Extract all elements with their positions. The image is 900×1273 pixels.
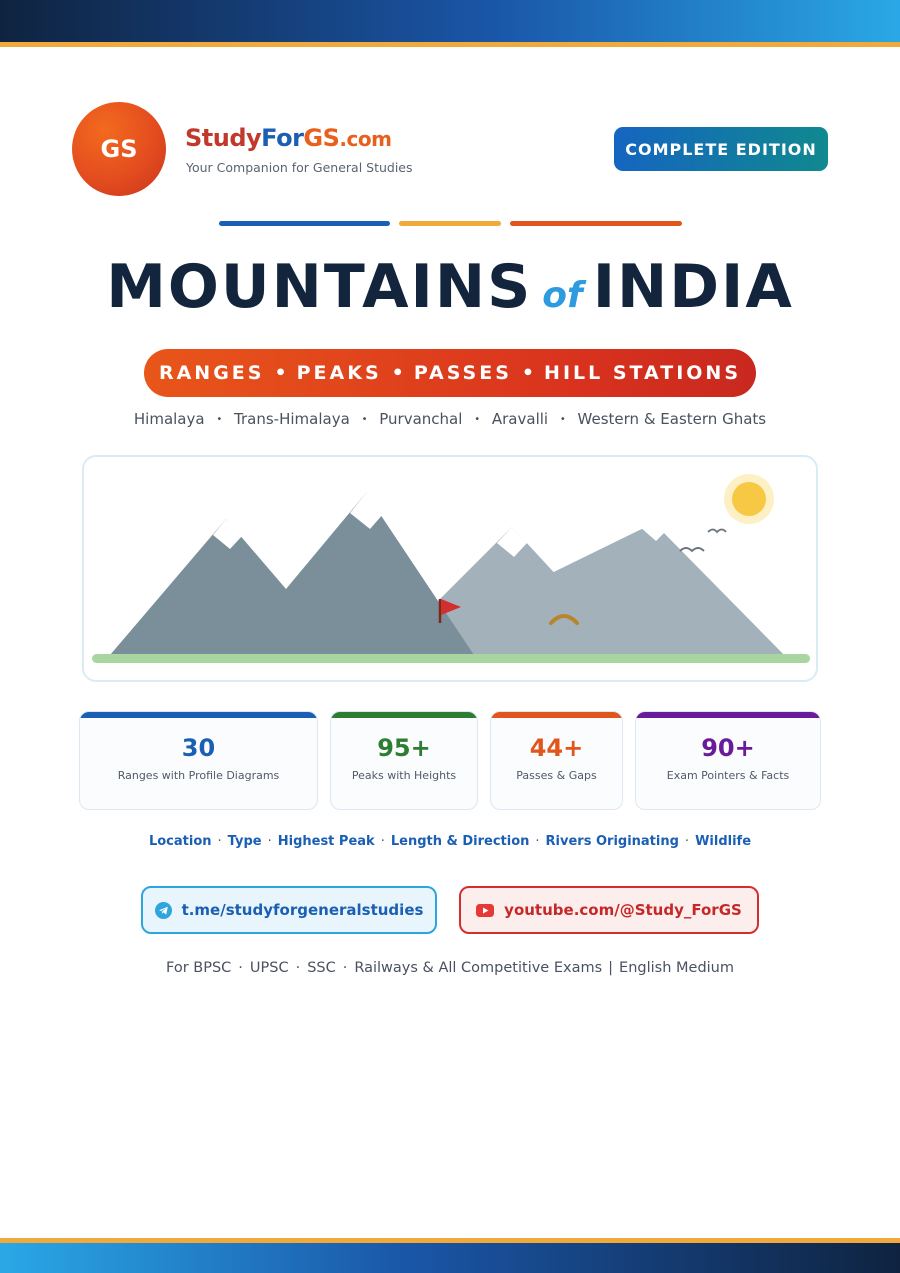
exam-item: UPSC	[249, 960, 289, 976]
stat-card-pointers	[635, 711, 821, 810]
youtube-link[interactable]	[459, 886, 759, 934]
brand-name-for: For	[261, 124, 304, 152]
bird-icon	[708, 530, 726, 533]
range-ghats: Western & Eastern Ghats	[577, 410, 767, 428]
medium-label: English Medium	[619, 960, 734, 976]
range-separator: •	[474, 414, 481, 425]
topic-passes: PASSES	[413, 362, 512, 384]
stat-card-passes	[490, 711, 623, 810]
exam-item: Railways & All Competitive Exams	[354, 960, 603, 976]
title-mountains: MOUNTAINS	[106, 252, 533, 322]
mountain-illustration	[82, 455, 818, 682]
ranges-list	[0, 410, 900, 428]
divider-gold	[399, 221, 501, 226]
stat-card-peaks	[330, 711, 478, 810]
feature-separator: ·	[217, 834, 222, 849]
brand-name-gs: GS	[303, 124, 340, 152]
range-separator: •	[361, 414, 368, 425]
divider-blue	[219, 221, 390, 226]
brand-name	[185, 124, 391, 152]
divider-orange	[510, 221, 682, 226]
exam-item: For BPSC	[166, 960, 232, 976]
page-title	[0, 252, 900, 322]
feature-item: Location	[148, 834, 212, 849]
title-of: of	[542, 275, 583, 316]
title-india: INDIA	[592, 252, 794, 322]
feature-item: Highest Peak	[277, 834, 375, 849]
stat-accent-bar	[636, 712, 820, 718]
range-himalaya: Himalaya	[133, 410, 205, 428]
stat-label: Ranges with Profile Diagrams	[117, 769, 280, 782]
top-gold-stripe	[0, 42, 900, 47]
ground-strip	[92, 654, 810, 663]
telegram-link-text[interactable]: t.me/studyforgeneralstudies	[181, 901, 424, 919]
topic-peaks: PEAKS	[296, 362, 382, 384]
bottom-footer-bar	[0, 1243, 900, 1273]
exam-separator: ·	[342, 960, 348, 976]
brand-tagline: Your Companion for General Studies	[186, 160, 413, 175]
topic-ranges: RANGES	[158, 362, 265, 384]
logo-initials: GS	[100, 135, 138, 163]
youtube-link-text[interactable]: youtube.com/@Study_ForGS	[504, 901, 742, 919]
stat-value: 90+	[701, 734, 755, 762]
range-aravalli: Aravalli	[491, 410, 549, 428]
exam-separator: ·	[295, 960, 301, 976]
topic-hill-stations: HILL STATIONS	[544, 362, 742, 384]
stat-label: Peaks with Heights	[351, 769, 457, 782]
bird-icon	[680, 548, 704, 551]
logo	[72, 102, 166, 196]
stat-label: Passes & Gaps	[516, 769, 597, 782]
range-trans-himalaya: Trans-Himalaya	[234, 410, 350, 428]
features-list	[0, 834, 900, 849]
top-header-bar	[0, 0, 900, 42]
telegram-icon	[155, 902, 172, 919]
feature-separator: ·	[535, 834, 540, 849]
mountain-left	[110, 493, 474, 655]
feature-separator: ·	[380, 834, 385, 849]
stat-value: 30	[181, 734, 216, 762]
exam-item: SSC	[307, 960, 336, 976]
topic-separator: •	[391, 362, 404, 384]
range-separator: •	[559, 414, 566, 425]
stat-label: Exam Pointers & Facts	[666, 769, 790, 782]
brand-name-domain: .com	[339, 127, 392, 151]
feature-separator: ·	[684, 834, 690, 849]
stat-accent-bar	[331, 712, 477, 718]
topic-separator: •	[274, 362, 287, 384]
edition-badge: COMPLETE EDITION	[614, 127, 828, 171]
brand-name-study: Study	[185, 124, 262, 152]
stat-value: 95+	[377, 734, 431, 762]
exam-separator: ·	[238, 960, 243, 976]
topic-separator: •	[521, 362, 535, 384]
stat-accent-bar	[80, 712, 317, 718]
stat-card-ranges	[79, 711, 318, 810]
telegram-link[interactable]	[141, 886, 437, 934]
youtube-icon	[476, 904, 494, 917]
mountain-illustration-svg	[84, 457, 818, 682]
feature-item: Rivers Originating	[545, 834, 679, 849]
range-separator: •	[216, 414, 223, 425]
feature-separator: ·	[267, 834, 272, 849]
feature-item: Type	[227, 834, 262, 849]
medium-separator: |	[608, 960, 614, 976]
sun-icon	[732, 482, 766, 516]
stat-value: 44+	[529, 734, 584, 762]
feature-item: Length & Direction	[390, 834, 530, 849]
range-purvanchal: Purvanchal	[379, 410, 463, 428]
topics-pill	[144, 349, 756, 397]
feature-item: Wildlife	[695, 834, 752, 849]
exams-line	[0, 960, 900, 976]
stat-accent-bar	[491, 712, 622, 718]
